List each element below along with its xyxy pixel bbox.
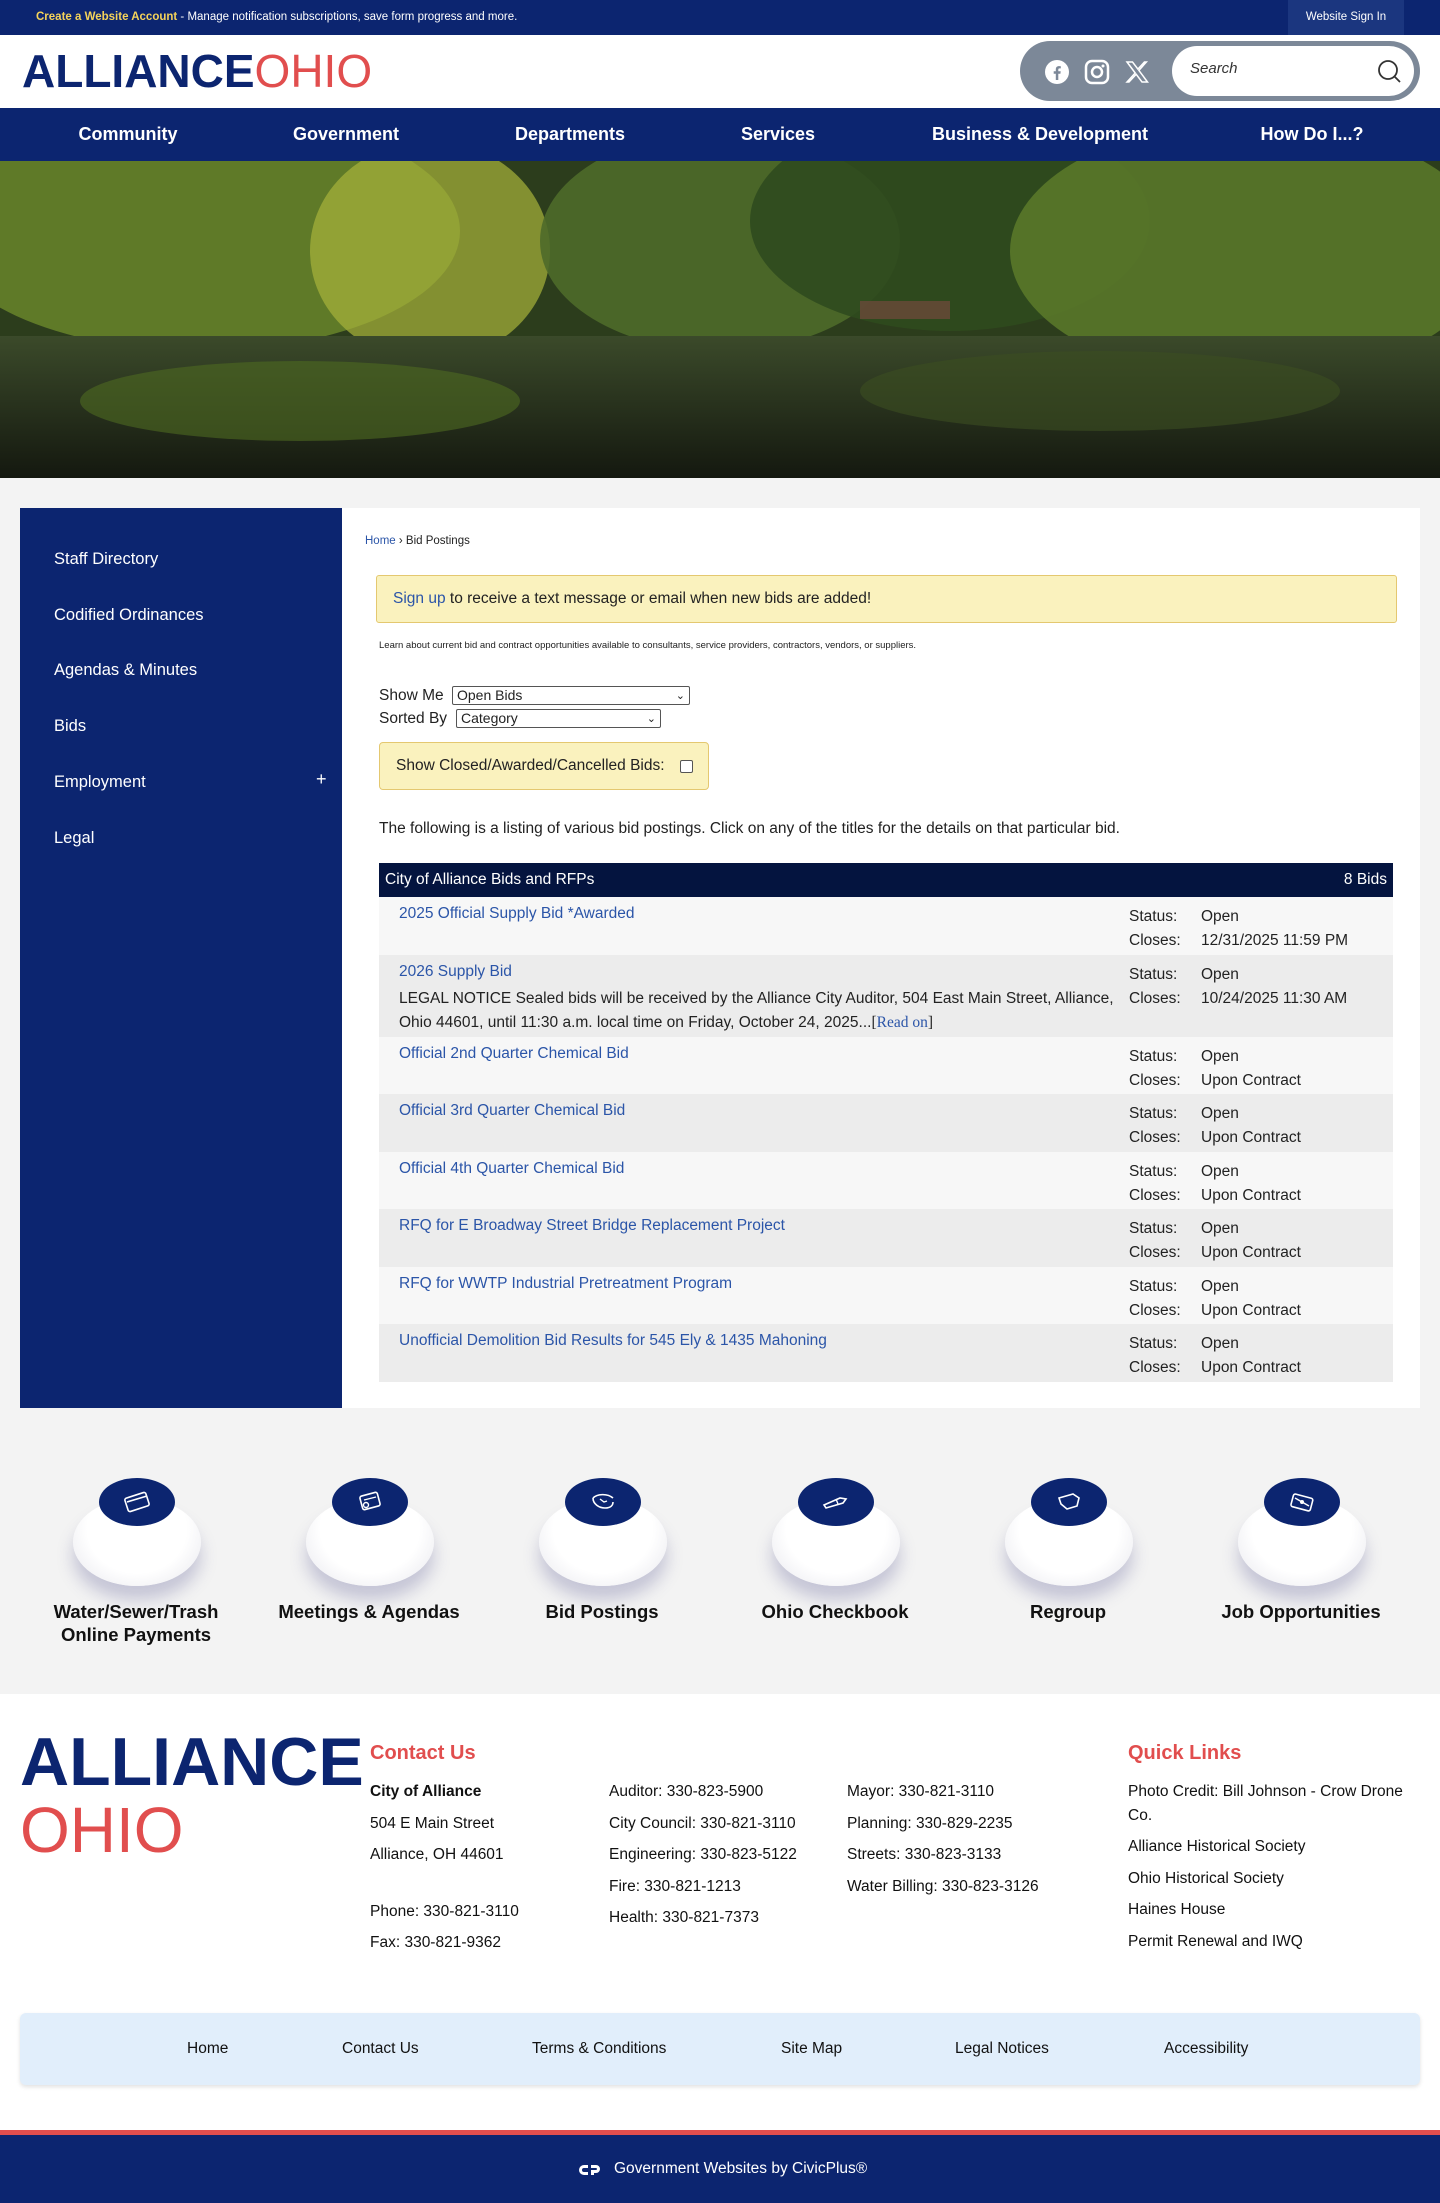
signup-alert-text: to receive a text message or email when new bids are added!: [445, 590, 872, 607]
signup-alert: [376, 575, 1397, 623]
footer-links-bar: [20, 2013, 1420, 2085]
closes-value: Upon Contract: [1201, 1186, 1301, 1204]
bid-title-link[interactable]: 2025 Official Supply Bid *Awarded: [399, 905, 635, 922]
closes-label: Closes:: [1129, 1244, 1181, 1261]
contact-line: Mayor: 330-821-3110: [847, 1783, 995, 1800]
status-values: [1201, 905, 1348, 953]
status-label: Status:: [1129, 1162, 1178, 1180]
contact-line: Streets: 330-823-3133: [847, 1846, 1002, 1863]
table-row: [379, 1094, 1393, 1152]
nav-how-do-i[interactable]: How Do I...?: [1260, 124, 1364, 144]
closes-value: Upon Contract: [1201, 1359, 1301, 1376]
status-labels: [1129, 1045, 1181, 1093]
nav-departments[interactable]: Departments: [514, 124, 626, 144]
show-closed-bids-label: Show Closed/Awarded/Cancelled Bids:: [396, 757, 665, 774]
breadcrumb-separator: ›: [395, 535, 406, 547]
footer-logo-ohio: OHIO: [20, 1794, 184, 1866]
park-lake-illustration: [0, 161, 1440, 478]
quick-link-historical-society[interactable]: Alliance Historical Society: [1128, 1838, 1306, 1855]
status-value: Open: [1201, 965, 1239, 983]
bid-title-link[interactable]: Official 2nd Quarter Chemical Bid: [399, 1044, 629, 1062]
closes-label: Closes:: [1129, 989, 1181, 1007]
table-row: [379, 1324, 1393, 1382]
nav-business-development[interactable]: Business & Development: [931, 124, 1149, 144]
closes-value: 12/31/2025 11:59 PM: [1201, 932, 1349, 949]
closes-value: Upon Contract: [1201, 1301, 1301, 1319]
main-navigation: [0, 108, 1440, 161]
nav-services[interactable]: Services: [740, 124, 816, 144]
sidebar-item-staff-directory[interactable]: Staff Directory: [54, 550, 159, 568]
site-header: [0, 35, 1440, 108]
contact-line: Auditor: 330-823-5900: [609, 1783, 764, 1800]
status-label: Status:: [1129, 1335, 1178, 1352]
gov-text: Government Websites by: [614, 2160, 793, 2177]
status-value: Open: [1201, 908, 1239, 925]
table-row: [379, 1267, 1393, 1325]
closes-label: Closes:: [1129, 1129, 1181, 1146]
status-labels: [1129, 963, 1181, 1011]
closes-label: Closes:: [1129, 1186, 1181, 1204]
bid-hand-icon: [565, 1478, 641, 1526]
sidebar-item-employment[interactable]: Employment: [54, 773, 146, 791]
quick-link-haines-house[interactable]: Haines House: [1128, 1901, 1226, 1918]
status-labels: [1129, 1217, 1181, 1265]
bid-title-link[interactable]: RFQ for E Broadway Street Bridge Replacement Project: [399, 1217, 785, 1234]
nav-government[interactable]: Government: [292, 124, 400, 144]
fax: Fax: 330-821-9362: [370, 1934, 501, 1951]
breadcrumb-current: Bid Postings: [405, 535, 470, 547]
read-on-link[interactable]: Read on: [876, 1013, 928, 1031]
bids-table-title: City of Alliance Bids and RFPs: [385, 871, 595, 888]
bids-table: [379, 863, 1393, 1382]
account-message: [36, 11, 517, 23]
quick-link-label: Regroup: [1029, 1601, 1107, 1622]
footer-link-contact-us[interactable]: Contact Us: [342, 2040, 419, 2057]
table-row: [379, 1037, 1393, 1095]
status-label: Status:: [1129, 965, 1178, 983]
spacer: [370, 1871, 519, 1896]
closes-value: Upon Contract: [1201, 1129, 1301, 1146]
government-websites-text: [614, 2160, 867, 2178]
closes-label: Closes:: [1129, 1301, 1181, 1319]
closes-label: Closes:: [1129, 1359, 1181, 1376]
status-values: [1201, 963, 1347, 1011]
intro-text: Learn about current bid and contract opportunities available to consultants, service providers, contractors, vendors, or suppliers.: [379, 640, 917, 651]
website-sign-in-button[interactable]: Website Sign In: [1288, 0, 1404, 35]
footer-logo-alliance: ALLIANCE: [20, 1724, 364, 1800]
table-row: [379, 1152, 1393, 1210]
bid-title-link[interactable]: Unofficial Demolition Bid Results for 545 Ely & 1435 Mahoning: [399, 1332, 827, 1349]
contact-line: City Council: 330-821-3110: [609, 1814, 796, 1832]
civicplus-bar: [0, 2130, 1440, 2203]
utility-bar: [0, 0, 1440, 35]
contact-line: Health: 330-821-7373: [609, 1909, 759, 1926]
quick-links-section: [0, 1408, 1440, 1694]
status-labels: [1129, 1102, 1181, 1150]
status-labels: [1129, 905, 1181, 953]
quick-link-label: Job Opportunities: [1221, 1601, 1381, 1622]
status-value: Open: [1201, 1277, 1239, 1295]
status-value: Open: [1201, 1047, 1239, 1065]
footer-logo[interactable]: [20, 1724, 364, 1866]
contact-column-1: [370, 1776, 519, 1959]
status-values: [1201, 1102, 1301, 1150]
quick-link-label: Meetings & Agendas: [278, 1601, 460, 1622]
status-label: Status:: [1129, 1105, 1178, 1122]
gavel-icon: [332, 1478, 408, 1526]
address-line-2: Alliance, OH 44601: [370, 1846, 504, 1863]
status-value: Open: [1201, 1105, 1239, 1122]
x-twitter-icon[interactable]: [1124, 59, 1150, 85]
breadcrumb-home-link[interactable]: Home: [365, 535, 396, 547]
status-label: Status:: [1129, 1277, 1178, 1295]
show-me-value: Open Bids: [457, 687, 523, 703]
contact-line: Engineering: 330-823-5122: [609, 1846, 797, 1863]
breadcrumb: [365, 535, 470, 547]
search-icon[interactable]: [1376, 58, 1402, 84]
sidebar-item-bids[interactable]: Bids: [54, 717, 87, 735]
show-me-select[interactable]: [452, 686, 690, 705]
checkbook-pen-icon: [798, 1478, 874, 1526]
table-row: [379, 1209, 1393, 1267]
civicplus-logo-icon: [578, 2163, 602, 2177]
status-labels: [1129, 1160, 1181, 1208]
bids-count: 8 Bids: [1343, 871, 1387, 888]
instagram-icon[interactable]: [1084, 59, 1110, 85]
status-value: Open: [1201, 1335, 1239, 1352]
org-name: City of Alliance: [370, 1783, 482, 1800]
address-line-1: 504 E Main Street: [370, 1814, 495, 1832]
create-account-link[interactable]: Create a Website Account: [36, 11, 178, 23]
closes-value: Upon Contract: [1201, 1071, 1301, 1089]
bid-title-link[interactable]: Official 3rd Quarter Chemical Bid: [399, 1102, 626, 1119]
facebook-icon[interactable]: [1044, 59, 1070, 85]
quick-link-label: Bid Postings: [545, 1601, 659, 1622]
contact-line: Water Billing: 330-823-3126: [847, 1877, 1039, 1895]
status-values: [1201, 1275, 1301, 1323]
bid-description-text: LEGAL NOTICE Sealed bids will be received by the Alliance City Auditor, 504 East Main Street, Alliance, Ohio 44601, until 11:30 a.m. local time on Friday, October 24, 2025...: [399, 989, 1114, 1031]
bid-title-link[interactable]: RFQ for WWTP Industrial Pretreatment Program: [399, 1274, 733, 1292]
employment-expand-icon[interactable]: +: [316, 769, 327, 789]
show-closed-bids-checkbox[interactable]: [680, 760, 693, 773]
quick-links-heading: Quick Links: [1128, 1742, 1242, 1764]
sidebar: [20, 508, 342, 1408]
table-row: [379, 897, 1393, 955]
sidebar-item-codified-ordinances[interactable]: Codified Ordinances: [54, 606, 204, 624]
quick-link-label: Water/Sewer/Trash Online Payments: [53, 1601, 219, 1645]
table-row: [379, 955, 1393, 1037]
sorted-by-select[interactable]: [456, 709, 661, 728]
contact-column-2: [609, 1776, 797, 1934]
quick-link-permit-renewal[interactable]: Permit Renewal and IWQ: [1128, 1932, 1303, 1950]
logo-ohio: OHIO: [254, 45, 373, 97]
contact-column-3: [847, 1776, 1039, 1902]
status-value: Open: [1201, 1220, 1239, 1237]
status-value: Open: [1201, 1162, 1239, 1180]
status-labels: [1129, 1275, 1181, 1323]
show-me-label: Show Me: [379, 687, 444, 704]
quick-link-ohio-historical[interactable]: Ohio Historical Society: [1128, 1869, 1284, 1887]
contact-us-heading: Contact Us: [370, 1742, 476, 1764]
sidebar-item-agendas-minutes[interactable]: Agendas & Minutes: [54, 661, 198, 679]
closes-label: Closes:: [1129, 1071, 1181, 1089]
status-label: Status:: [1129, 1047, 1178, 1065]
bids-table-header: [379, 863, 1393, 897]
footer-link-site-map[interactable]: Site Map: [781, 2040, 843, 2057]
status-values: [1201, 1045, 1301, 1093]
phone: Phone: 330-821-3110: [370, 1902, 519, 1920]
site-logo[interactable]: [22, 47, 372, 95]
status-label: Status:: [1129, 908, 1178, 925]
closes-label: Closes:: [1129, 932, 1181, 949]
show-closed-bids-panel: [379, 742, 709, 790]
status-values: [1201, 1332, 1301, 1380]
sorted-by-value: Category: [461, 710, 518, 726]
status-values: [1201, 1160, 1301, 1208]
site-footer: [0, 1694, 1440, 2130]
payment-card-icon: [99, 1478, 175, 1526]
contact-line: Planning: 330-829-2235: [847, 1814, 1013, 1832]
closes-value: Upon Contract: [1201, 1244, 1301, 1261]
sorted-by-label: Sorted By: [379, 710, 448, 727]
bid-title-link[interactable]: 2026 Supply Bid: [399, 962, 512, 980]
briefcase-icon: [1264, 1478, 1340, 1526]
hero-banner-image: [0, 161, 1440, 478]
megaphone-icon: [1031, 1478, 1107, 1526]
search-input[interactable]: [1190, 60, 1370, 77]
contact-line: Fire: 330-821-1213: [609, 1877, 741, 1895]
footer-quick-links: [1128, 1776, 1418, 1957]
chevron-down-icon: ⌄: [646, 713, 656, 725]
status-values: [1201, 1217, 1301, 1265]
civicplus-link[interactable]: CivicPlus®: [792, 2160, 868, 2177]
chevron-down-icon: ⌄: [675, 690, 685, 702]
listing-description: The following is a listing of various bid postings. Click on any of the titles for the details on that particular bid.: [379, 820, 1120, 837]
quick-link-label: Ohio Checkbook: [761, 1601, 909, 1622]
closes-value: 10/24/2025 11:30 AM: [1201, 989, 1348, 1007]
sign-up-link[interactable]: Sign up: [393, 590, 446, 607]
bid-description: LEGAL NOTICE Sealed bids will be received by the Alliance City Auditor, 504 East Main Street, Alliance, Ohio 44601, until 11:30 a.m. local time on Friday, October 24, 2025...[Read on]: [399, 989, 1114, 1031]
nav-community[interactable]: Community: [78, 124, 178, 144]
footer-link-terms[interactable]: Terms & Conditions: [532, 2040, 667, 2057]
footer-link-accessibility[interactable]: Accessibility: [1164, 2040, 1249, 2057]
bid-title-link[interactable]: Official 4th Quarter Chemical Bid: [399, 1159, 625, 1177]
search-box: [1172, 46, 1414, 96]
status-labels: [1129, 1332, 1181, 1380]
footer-link-legal-notices[interactable]: Legal Notices: [955, 2040, 1049, 2057]
header-tools: [1020, 41, 1420, 101]
account-message-text: - Manage notification subscriptions, save form progress and more.: [177, 11, 518, 23]
status-label: Status:: [1129, 1220, 1178, 1237]
quick-link-photo-credit[interactable]: Photo Credit: Bill Johnson - Crow Drone Co.: [1128, 1783, 1403, 1824]
sidebar-item-legal[interactable]: Legal: [54, 829, 95, 847]
footer-link-home[interactable]: Home: [187, 2040, 229, 2057]
logo-alliance: ALLIANCE: [22, 45, 255, 97]
